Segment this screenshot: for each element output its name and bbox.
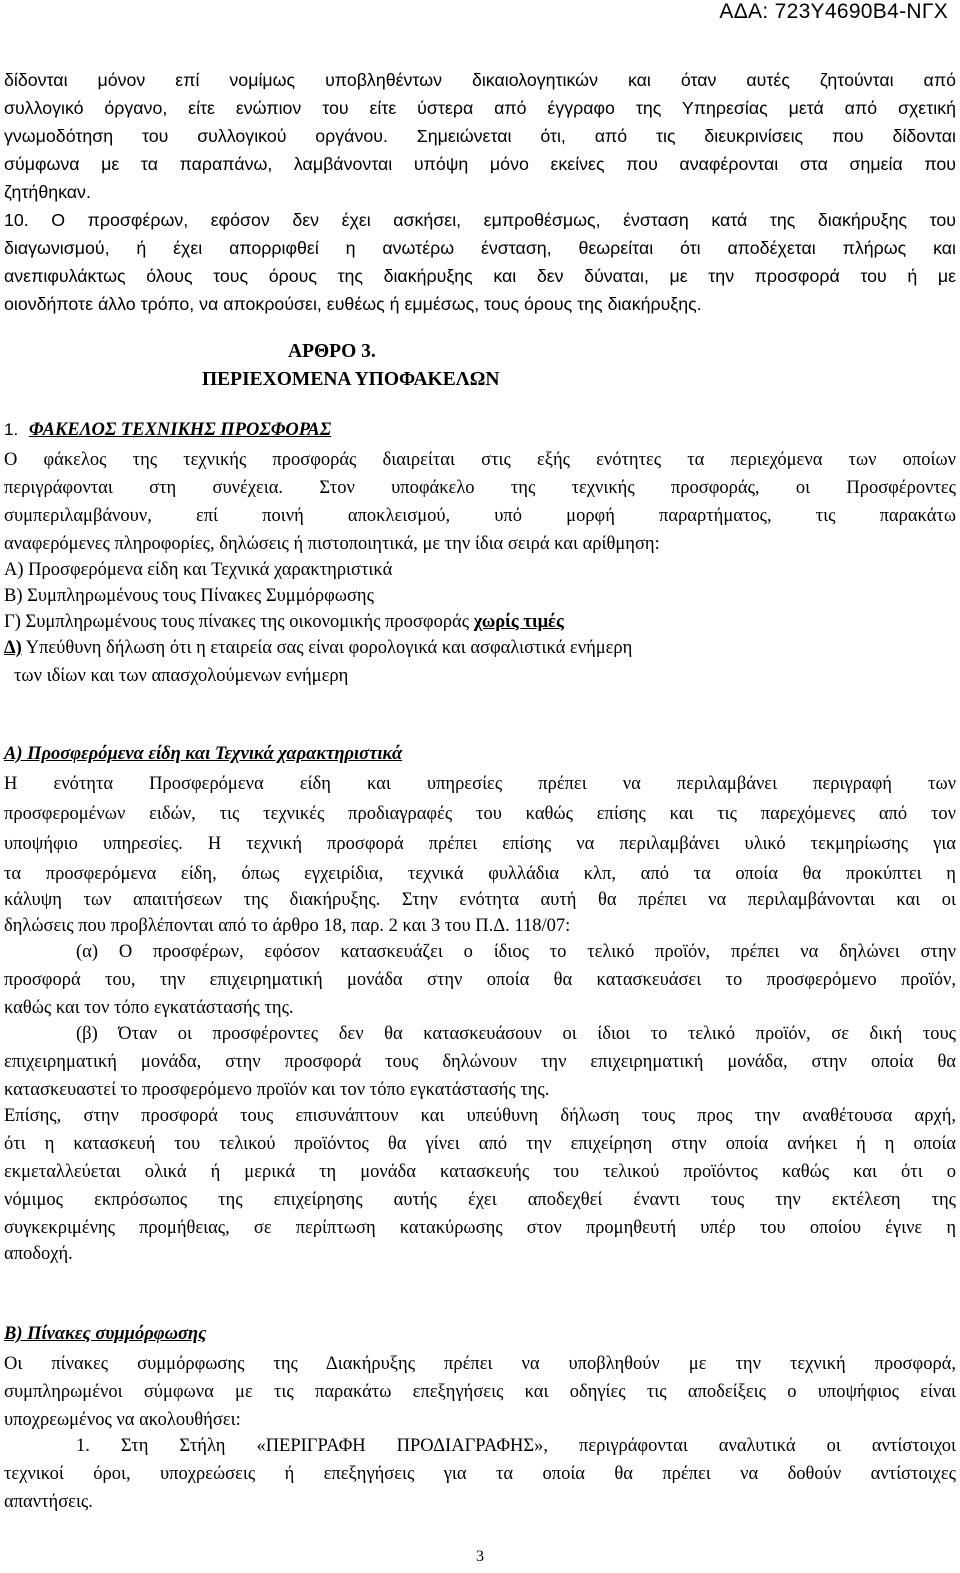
list-item: Α) Προσφερόμενα είδη και Τεχνικά χαρακτηριστικά — [4, 560, 393, 580]
text-line: συμπληρωμένοι σύμφωνα με τις παρακάτω επεξηγήσεις και οδηγίες τις αποδείξεις ο υποψήφιος είναι — [4, 1382, 956, 1402]
text-line: υποχρεωμένος να ακολουθήσει: — [4, 1410, 241, 1430]
text-line: τα προσφερόμενα είδη, όπως εγχειρίδια, τεχνικά φυλλάδια κλπ, από τα οποία θα προκύπτει η — [4, 864, 956, 884]
text-line: Η ενότητα Προσφερόμενα είδη και υπηρεσίες πρέπει να περιλαμβάνει περιγραφή των — [4, 774, 956, 794]
ada-code: ΑΔΑ: 723Υ4690Β4-ΝΓΧ — [719, 0, 948, 23]
text-line: κατασκευαστεί το προσφερόμενο προϊόν και τον τόπο εγκατάστασής της. — [4, 1080, 550, 1100]
text-line: ζητήθηκαν. — [4, 182, 91, 202]
document-page — [4, 0, 956, 1573]
text-line: γνωμοδότηση του συλλογικού οργάνου. Σημειώνεται ότι, από τις διευκρινίσεις που δίδονται — [4, 126, 956, 146]
list-item-letter: Δ) — [4, 638, 22, 658]
text-line: Οι πίνακες συμμόρφωσης της Διακήρυξης πρέπει να υποβληθούν με την τεχνική προσφορά, — [4, 1354, 956, 1374]
text-line: ότι η κατασκευή του τελικού προϊόντος θα γίνει από την επιχείρηση στην οποία ανήκει ή η οποία — [4, 1134, 956, 1154]
text-line: διαγωνισμού, ή έχει απορριφθεί η ανωτέρω ένσταση, θεωρείται ότι αποδέχεται πλήρως και — [4, 238, 956, 258]
text-line: καθώς και τον τόπο εγκατάστασής της. — [4, 998, 294, 1018]
text-line: επιχειρηματική μονάδα, στην προσφορά τους δηλώνουν την επιχειρηματική μονάδα, στην οποία θα — [4, 1052, 956, 1072]
text-line: ανεπιφυλάκτως όλους τους όρους της διακήρυξης και δεν δύναται, με την προσφορά του ή με — [4, 266, 956, 286]
text-line: δηλώσεις που προβλέπονται από το άρθρο 18, παρ. 2 και 3 του Π.Δ. 118/07: — [4, 916, 571, 936]
text-line: προσφορά του, την επιχειρηματική μονάδα στην οποία θα κατασκευάσει το προσφερόμενο προϊόν, — [4, 970, 956, 990]
text-line: Ο φάκελος της τεχνικής προσφοράς διαιρείται στις εξής ενότητες τα περιεχόμενα των οποίων — [4, 450, 956, 470]
text-line: συμπεριλαμβάνουν, επί ποινή αποκλεισμού, υπό μορφή παραρτήματος, τις παρακάτω — [4, 506, 956, 526]
section-title: ΦΑΚΕΛΟΣ ΤΕΧΝΙΚΗΣ ΠΡΟΣΦΟΡΑΣ — [28, 420, 332, 440]
text-line: Επίσης, στην προσφορά τους επισυνάπτουν και υπεύθυνη δήλωση τους προς την αναθέτουσα αρχή, — [4, 1106, 956, 1126]
text-line: υποψήφιο υπηρεσίες. Η τεχνική προσφορά πρέπει επίσης να περιλαμβάνει υλικό τεκμηρίωσης για — [4, 834, 956, 854]
text-line: νόμιμος εκπρόσωπος της επιχείρησης αυτής έχει αποδεχθεί έναντι τους την εκτέλεση της — [4, 1190, 956, 1210]
text-line: περιγράφονται στη συνέχεια. Στον υποφάκελο της τεχνικής προσφοράς, οι Προσφέροντες — [4, 478, 956, 498]
text-line: (α) Ο προσφέρων, εφόσον κατασκευάζει ο ίδιος το τελικό προϊόν, πρέπει να δηλώνει στην — [76, 942, 956, 962]
article-subtitle: ΠΕΡΙΕΧΟΜΕΝΑ ΥΠΟΦΑΚΕΛΩΝ — [202, 369, 500, 390]
text-line: 1. Στη Στήλη «ΠΕΡΙΓΡΑΦΗ ΠΡΟΔΙΑΓΡΑΦΗΣ», περιγράφονται αναλυτικά οι αντίστοιχοι — [76, 1436, 956, 1456]
section-number: 1. — [4, 420, 19, 439]
list-item: Β) Συμπληρωμένους τους Πίνακες Συμμόρφωσης — [4, 586, 374, 606]
text-line: συλλογικό όργανο, είτε ενώπιον του είτε ύστερα από έγγραφο της Υπηρεσίας μετά από σχετική — [4, 98, 956, 118]
article-title: ΑΡΘΡΟ 3. — [288, 341, 376, 362]
text-line: (β) Όταν οι προσφέροντες δεν θα κατασκευάσουν οι ίδιοι το τελικό προϊόν, σε δική τους — [76, 1024, 956, 1044]
text-line: 10. Ο προσφέρων, εφόσον δεν έχει ασκήσει, εμπροθέσμως, ένσταση κατά της διακήρυξης του — [4, 210, 956, 230]
text-line: τεχνικοί όροι, υποχρεώσεις ή επεξηγήσεις για τα οποία θα πρέπει να δοθούν αντίστοιχες — [4, 1464, 956, 1484]
text-line: οιονδήποτε άλλο τρόπο, να αποκρούσει, ευθέως ή εμμέσως, τους όρους της διακήρυξης. — [4, 294, 702, 314]
list-item-emphasis: χωρίς τιμές — [473, 612, 564, 632]
text-line: προσφερομένων ειδών, τις τεχνικές προδιαγραφές του καθώς επίσης και τις παρεχόμενες από τον — [4, 804, 956, 824]
page-number: 3 — [476, 1548, 484, 1565]
section-b-heading: Β) Πίνακες συμμόρφωσης — [4, 1324, 207, 1344]
text-line: αναφερόμενες πληροφορίες, δηλώσεις ή πιστοποιητικά, με την ίδια σειρά και αρίθμηση: — [4, 534, 660, 554]
text-line: σύμφωνα με τα παραπάνω, λαμβάνονται υπόψη μόνο εκείνες που αναφέρονται στα σημεία που — [4, 154, 956, 174]
text-line: συγκεκριμένης προμήθειας, σε περίπτωση κατακύρωσης στον προμηθευτή υπέρ του οποίου έγινε η — [4, 1218, 956, 1238]
list-item-text: Γ) Συμπληρωμένους τους πίνακες της οικονομικής προσφοράς — [4, 612, 474, 632]
section-a-heading: Α) Προσφερόμενα είδη και Τεχνικά χαρακτηριστικά — [4, 744, 403, 764]
list-item — [4, 608, 956, 636]
text-line: αποδοχή. — [4, 1244, 73, 1264]
text-line: δίδονται μόνον επί νομίμως υποβληθέντων δικαιολογητικών και όταν αυτές ζητούνται από — [4, 70, 956, 90]
section-heading — [4, 416, 331, 444]
list-item — [4, 634, 956, 662]
list-item-continuation: των ιδίων και των απασχολούμενων ενήμερη — [14, 666, 349, 686]
text-line: κάλυψη των απαιτήσεων της διακήρυξης. Στην ενότητα αυτή θα πρέπει να περιλαμβάνονται και οι — [4, 890, 956, 910]
list-item-text: Υπεύθυνη δήλωση ότι η εταιρεία σας είναι φορολογικά και ασφαλιστικά ενήμερη — [21, 638, 633, 658]
text-line: απαντήσεις. — [4, 1492, 93, 1512]
text-line: εκμεταλλεύεται ολικά ή μερικά τη μονάδα κατασκευής του τελικού προϊόντος καθώς και ότι ο — [4, 1162, 956, 1182]
